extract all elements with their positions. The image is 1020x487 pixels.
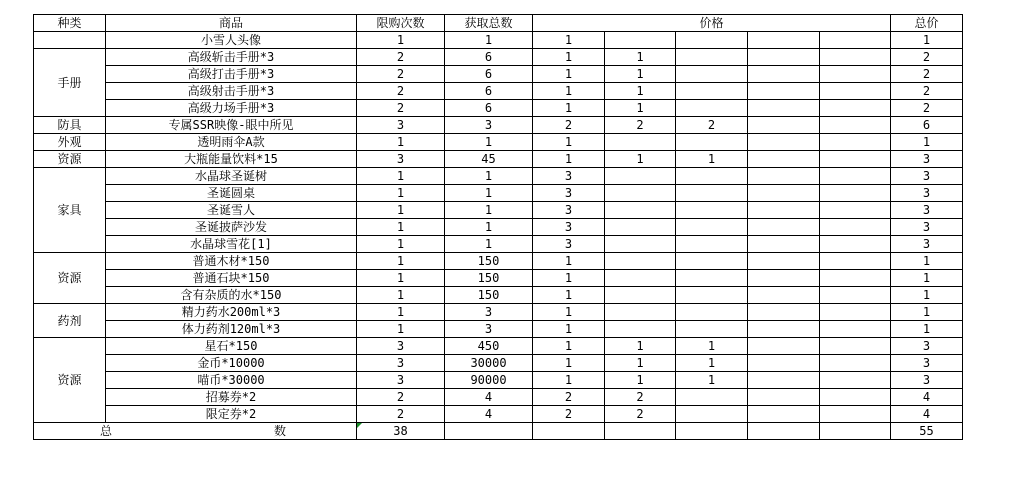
price-cell[interactable] [820,406,891,423]
price-cell[interactable] [605,134,676,151]
price-cell[interactable] [820,117,891,134]
price-cell[interactable]: 2 [605,406,676,423]
total-price-cell[interactable]: 3 [891,151,963,168]
item-cell[interactable]: 高级力场手册*3 [106,100,357,117]
item-cell[interactable]: 水晶球雪花[1] [106,236,357,253]
price-cell[interactable] [748,372,820,389]
table-row [34,117,963,134]
price-cell[interactable]: 2 [533,117,605,134]
price-cell[interactable] [676,219,748,236]
total-price-cell[interactable]: 3 [891,219,963,236]
item-cell[interactable]: 大瓶能量饮料*15 [106,151,357,168]
limit-cell[interactable]: 3 [357,355,445,372]
limit-cell[interactable]: 2 [357,100,445,117]
item-cell[interactable]: 普通石块*150 [106,270,357,287]
price-cell[interactable] [748,338,820,355]
item-cell[interactable]: 专属SSR映像-眼中所见 [106,117,357,134]
price-cell[interactable] [676,100,748,117]
price-cell[interactable]: 3 [533,202,605,219]
limit-cell[interactable]: 1 [357,253,445,270]
item-cell[interactable]: 普通木材*150 [106,253,357,270]
price-cell[interactable]: 2 [533,389,605,406]
total-get-cell[interactable]: 3 [445,117,533,134]
total-price-cell[interactable]: 3 [891,168,963,185]
price-cell[interactable]: 1 [533,304,605,321]
category-cell[interactable]: 手册 [34,49,106,117]
price-cell[interactable] [676,321,748,338]
price-cell[interactable]: 1 [533,134,605,151]
price-cell[interactable]: 1 [533,32,605,49]
total-price-cell[interactable]: 1 [891,253,963,270]
item-cell[interactable]: 高级斩击手册*3 [106,49,357,66]
total-get-cell[interactable]: 450 [445,338,533,355]
item-cell[interactable]: 透明雨伞A款 [106,134,357,151]
price-cell[interactable] [676,287,748,304]
item-cell[interactable]: 体力药剂120ml*3 [106,321,357,338]
price-cell[interactable]: 3 [533,236,605,253]
price-cell[interactable]: 2 [533,406,605,423]
total-price-cell[interactable]: 2 [891,83,963,100]
total-get-cell[interactable]: 1 [445,202,533,219]
price-cell[interactable] [676,185,748,202]
header-row [34,15,963,32]
price-cell[interactable] [676,32,748,49]
price-cell[interactable]: 2 [605,117,676,134]
table-row [34,270,963,287]
limit-cell[interactable]: 1 [357,270,445,287]
limit-cell[interactable]: 3 [357,117,445,134]
limit-total-cell[interactable] [357,423,445,440]
price-cell[interactable] [820,185,891,202]
category-cell[interactable]: 资源 [34,338,106,423]
price-cell[interactable] [748,253,820,270]
total-get-cell[interactable]: 6 [445,100,533,117]
price-cell[interactable] [605,270,676,287]
limit-cell[interactable]: 2 [357,389,445,406]
price-cell[interactable] [820,32,891,49]
price-cell[interactable] [820,168,891,185]
item-cell[interactable]: 含有杂质的水*150 [106,287,357,304]
total-get-cell[interactable]: 3 [445,321,533,338]
total-label-right: 数 [274,424,287,438]
total-price-cell[interactable]: 1 [891,32,963,49]
total-row [34,423,963,440]
total-price-cell[interactable]: 2 [891,100,963,117]
total-price-cell[interactable]: 1 [891,304,963,321]
price-cell[interactable] [820,338,891,355]
limit-cell[interactable]: 1 [357,202,445,219]
item-cell[interactable]: 圣诞披萨沙发 [106,219,357,236]
total-get-cell[interactable]: 150 [445,270,533,287]
item-cell[interactable]: 水晶球圣诞树 [106,168,357,185]
price-cell[interactable] [605,32,676,49]
price-cell[interactable] [820,83,891,100]
item-cell[interactable]: 精力药水200ml*3 [106,304,357,321]
price-cell[interactable]: 3 [533,185,605,202]
total-get-cell[interactable]: 6 [445,49,533,66]
category-cell[interactable]: 药剂 [34,304,106,338]
price-cell[interactable] [820,270,891,287]
price-cell[interactable] [820,355,891,372]
price-cell[interactable] [676,236,748,253]
limit-cell[interactable]: 3 [357,151,445,168]
price-cell[interactable]: 2 [676,117,748,134]
price-cell[interactable] [820,372,891,389]
total-get-cell[interactable]: 3 [445,304,533,321]
price-cell[interactable]: 1 [605,83,676,100]
table-row [34,287,963,304]
price-cell[interactable] [748,151,820,168]
item-cell[interactable]: 喵币*30000 [106,372,357,389]
price-cell[interactable] [676,406,748,423]
price-cell[interactable]: 1 [533,321,605,338]
category-cell[interactable]: 资源 [34,151,106,168]
price-cell[interactable]: 1 [605,355,676,372]
table-row [34,185,963,202]
table-row [34,83,963,100]
total-get-cell[interactable]: 4 [445,406,533,423]
category-cell[interactable] [34,32,106,49]
limit-total-value: 38 [393,424,408,438]
price-cell[interactable]: 1 [533,49,605,66]
price-cell[interactable] [605,202,676,219]
table-row [34,168,963,185]
empty-cell[interactable] [605,423,676,440]
item-cell[interactable]: 招募券*2 [106,389,357,406]
item-cell[interactable]: 金币*10000 [106,355,357,372]
price-cell[interactable] [748,304,820,321]
empty-cell[interactable] [820,423,891,440]
price-cell[interactable] [748,134,820,151]
price-cell[interactable] [820,321,891,338]
price-cell[interactable]: 1 [605,66,676,83]
price-cell[interactable] [676,389,748,406]
price-cell[interactable]: 1 [533,66,605,83]
price-cell[interactable] [820,287,891,304]
price-cell[interactable] [605,185,676,202]
price-cell[interactable] [676,83,748,100]
price-cell[interactable]: 1 [533,253,605,270]
price-cell[interactable] [676,134,748,151]
table-row [34,32,963,49]
price-cell[interactable]: 1 [605,100,676,117]
price-cell[interactable] [748,83,820,100]
price-total-cell[interactable]: 55 [891,423,963,440]
price-cell[interactable]: 1 [676,338,748,355]
price-cell[interactable] [748,355,820,372]
total-get-cell[interactable]: 1 [445,32,533,49]
price-cell[interactable] [748,32,820,49]
category-cell[interactable]: 资源 [34,253,106,304]
item-cell[interactable]: 星石*150 [106,338,357,355]
header-category[interactable]: 种类 [34,15,106,32]
price-cell[interactable] [605,304,676,321]
table-row [34,49,963,66]
price-cell[interactable] [820,151,891,168]
price-cell[interactable] [748,270,820,287]
total-price-cell[interactable]: 3 [891,355,963,372]
price-cell[interactable] [605,168,676,185]
price-cell[interactable] [748,168,820,185]
price-cell[interactable]: 1 [533,151,605,168]
price-cell[interactable] [820,236,891,253]
price-cell[interactable] [820,134,891,151]
table-row [34,151,963,168]
price-cell[interactable] [820,202,891,219]
price-cell[interactable]: 2 [605,389,676,406]
empty-cell[interactable] [676,423,748,440]
price-cell[interactable]: 1 [676,372,748,389]
limit-cell[interactable]: 1 [357,219,445,236]
limit-cell[interactable]: 3 [357,338,445,355]
total-label-cell[interactable] [34,423,357,440]
price-cell[interactable] [748,66,820,83]
total-get-cell[interactable]: 150 [445,253,533,270]
price-cell[interactable]: 1 [533,100,605,117]
total-price-cell[interactable]: 1 [891,321,963,338]
empty-cell[interactable] [748,423,820,440]
total-get-cell[interactable]: 45 [445,151,533,168]
price-cell[interactable]: 1 [533,355,605,372]
total-get-cell[interactable]: 1 [445,134,533,151]
total-get-cell[interactable]: 1 [445,236,533,253]
total-price-cell[interactable]: 4 [891,389,963,406]
table-row [34,372,963,389]
table-row [34,66,963,83]
price-cell[interactable]: 1 [676,355,748,372]
limit-cell[interactable]: 2 [357,406,445,423]
price-cell[interactable] [605,236,676,253]
total-label-left: 总 [100,424,113,438]
price-cell[interactable]: 3 [533,168,605,185]
price-cell[interactable] [748,406,820,423]
limit-cell[interactable]: 3 [357,372,445,389]
total-get-cell[interactable]: 6 [445,66,533,83]
total-price-cell[interactable]: 3 [891,185,963,202]
price-cell[interactable] [820,219,891,236]
limit-cell[interactable]: 2 [357,49,445,66]
total-price-cell[interactable]: 1 [891,134,963,151]
header-total-price[interactable]: 总价 [891,15,963,32]
price-cell[interactable] [605,321,676,338]
category-cell[interactable]: 家具 [34,168,106,253]
price-cell[interactable] [820,304,891,321]
total-price-cell[interactable]: 6 [891,117,963,134]
item-cell[interactable]: 限定券*2 [106,406,357,423]
limit-cell[interactable]: 1 [357,168,445,185]
price-cell[interactable] [605,287,676,304]
price-cell[interactable] [676,270,748,287]
total-get-cell[interactable]: 6 [445,83,533,100]
total-price-cell[interactable]: 3 [891,202,963,219]
price-cell[interactable]: 1 [533,83,605,100]
table-row [34,253,963,270]
table-row [34,100,963,117]
total-get-cell[interactable]: 1 [445,219,533,236]
total-price-cell[interactable]: 2 [891,49,963,66]
price-cell[interactable] [676,304,748,321]
total-price-cell[interactable]: 3 [891,338,963,355]
table-row [34,134,963,151]
price-cell[interactable] [748,321,820,338]
total-get-cell[interactable]: 90000 [445,372,533,389]
limit-cell[interactable]: 1 [357,236,445,253]
price-cell[interactable]: 1 [605,49,676,66]
total-price-cell[interactable]: 1 [891,287,963,304]
header-total-get[interactable]: 获取总数 [445,15,533,32]
limit-cell[interactable]: 1 [357,304,445,321]
price-cell[interactable] [605,253,676,270]
total-price-cell[interactable]: 2 [891,66,963,83]
table-row [34,338,963,355]
table-row [34,389,963,406]
price-cell[interactable] [820,49,891,66]
limit-cell[interactable]: 1 [357,321,445,338]
limit-cell[interactable]: 2 [357,66,445,83]
price-cell[interactable] [748,100,820,117]
price-cell[interactable] [748,287,820,304]
price-cell[interactable] [820,66,891,83]
table-row [34,304,963,321]
price-cell[interactable] [820,253,891,270]
category-cell[interactable]: 防具 [34,117,106,134]
spreadsheet-table [33,14,963,440]
header-item[interactable]: 商品 [106,15,357,32]
price-cell[interactable] [676,168,748,185]
price-cell[interactable] [748,219,820,236]
empty-cell[interactable] [445,423,533,440]
limit-cell[interactable]: 1 [357,185,445,202]
table-row [34,355,963,372]
limit-cell[interactable]: 1 [357,32,445,49]
price-cell[interactable] [676,202,748,219]
item-cell[interactable]: 小雪人头像 [106,32,357,49]
price-cell[interactable]: 1 [533,270,605,287]
header-price[interactable]: 价格 [533,15,891,32]
item-cell[interactable]: 圣诞圆桌 [106,185,357,202]
comment-marker-icon [357,423,362,428]
price-cell[interactable] [820,389,891,406]
price-cell[interactable] [748,236,820,253]
total-get-cell[interactable]: 1 [445,168,533,185]
item-cell[interactable]: 圣诞雪人 [106,202,357,219]
price-cell[interactable] [748,49,820,66]
price-cell[interactable]: 1 [533,287,605,304]
table-row [34,236,963,253]
price-cell[interactable]: 1 [676,151,748,168]
limit-cell[interactable]: 2 [357,83,445,100]
price-cell[interactable] [820,100,891,117]
price-cell[interactable]: 3 [533,219,605,236]
total-price-cell[interactable]: 4 [891,406,963,423]
price-cell[interactable]: 1 [605,151,676,168]
table-row [34,202,963,219]
price-cell[interactable]: 1 [533,338,605,355]
price-cell[interactable] [748,202,820,219]
total-get-cell[interactable]: 150 [445,287,533,304]
total-price-cell[interactable]: 3 [891,372,963,389]
total-price-cell[interactable]: 3 [891,236,963,253]
price-cell[interactable] [748,117,820,134]
price-cell[interactable] [748,389,820,406]
price-cell[interactable] [676,66,748,83]
total-get-cell[interactable]: 4 [445,389,533,406]
table-row [34,321,963,338]
price-cell[interactable]: 1 [605,338,676,355]
table-row [34,406,963,423]
price-cell[interactable]: 1 [533,372,605,389]
total-price-cell[interactable]: 1 [891,270,963,287]
limit-cell[interactable]: 1 [357,134,445,151]
table-row [34,219,963,236]
item-cell[interactable]: 高级打击手册*3 [106,66,357,83]
category-cell[interactable]: 外观 [34,134,106,151]
item-cell[interactable]: 高级射击手册*3 [106,83,357,100]
empty-cell[interactable] [533,423,605,440]
price-cell[interactable]: 1 [605,372,676,389]
price-cell[interactable] [748,185,820,202]
total-get-cell[interactable]: 30000 [445,355,533,372]
header-limit[interactable]: 限购次数 [357,15,445,32]
total-get-cell[interactable]: 1 [445,185,533,202]
price-cell[interactable] [676,49,748,66]
price-cell[interactable] [676,253,748,270]
price-cell[interactable] [605,219,676,236]
limit-cell[interactable]: 1 [357,287,445,304]
